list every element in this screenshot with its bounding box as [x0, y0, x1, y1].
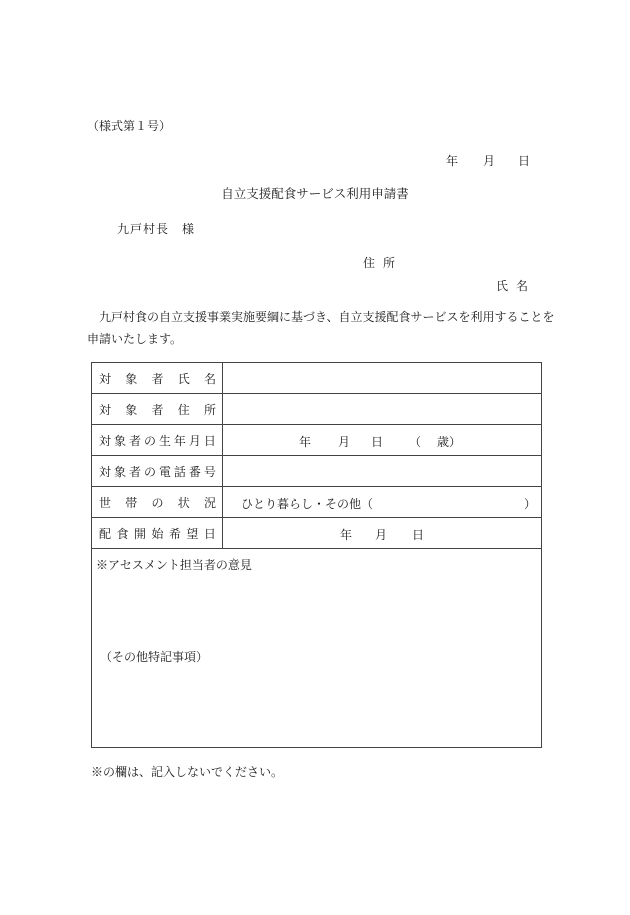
label-char: 生	[158, 433, 171, 448]
label-char: 希	[168, 526, 181, 541]
label-char: 始	[151, 526, 164, 541]
label-char: 対	[99, 371, 112, 386]
start-year-label: 年	[340, 528, 353, 542]
start-day-label: 日	[412, 528, 425, 542]
assessment-remarks-field[interactable]	[92, 549, 542, 748]
other-notes-label: （その他特記事項）	[100, 650, 209, 664]
label-char: 氏	[177, 371, 190, 386]
label-char: 者	[128, 433, 141, 448]
label-char: 望	[186, 526, 199, 541]
delivery-start-label	[92, 518, 223, 549]
label-char: 者	[128, 464, 141, 479]
birth-day-label: 日	[371, 435, 384, 449]
label-char: 象	[113, 464, 126, 479]
label-char: の	[143, 433, 156, 448]
label-char: 対	[99, 402, 112, 417]
label-char: 名	[203, 371, 216, 386]
label-char: 号	[203, 464, 216, 479]
age-label: 歳）	[437, 435, 462, 449]
label-char: 話	[173, 464, 186, 479]
label-char: 月	[188, 433, 201, 448]
household-status-label	[92, 487, 223, 518]
age-open-paren: （	[409, 435, 422, 449]
label-char: 者	[151, 371, 164, 386]
table-row	[92, 487, 542, 518]
household-close-paren: ）	[524, 497, 537, 511]
subject-birthdate-field[interactable]	[223, 425, 542, 456]
footer-note: ※の欄は、記入しないでください。	[91, 765, 284, 779]
form-number: （様式第１号）	[87, 119, 172, 133]
label-char: の	[143, 464, 156, 479]
addressee: 九戸村長 様	[117, 222, 196, 236]
date-day-label: 日	[518, 154, 531, 168]
table-row	[92, 456, 542, 487]
label-char: 世	[99, 495, 112, 510]
label-char: 対	[99, 433, 112, 448]
date-month-label: 月	[483, 154, 496, 168]
table-row	[92, 518, 542, 549]
label-char: 食	[116, 526, 129, 541]
subject-address-field[interactable]	[223, 394, 542, 425]
label-char: 開	[133, 526, 146, 541]
label-char: 年	[173, 433, 186, 448]
applicant-name-label: 氏名	[496, 279, 537, 293]
assessment-opinion-label: ※アセスメント担当者の意見	[96, 558, 252, 572]
label-char: 況	[203, 495, 216, 510]
household-status-field[interactable]	[223, 487, 542, 518]
label-char: 番	[188, 464, 201, 479]
birth-year-label: 年	[299, 435, 312, 449]
label-char: 帯	[125, 495, 138, 510]
label-char: 象	[113, 433, 126, 448]
subject-phone-label	[92, 456, 223, 487]
label-char: 所	[203, 402, 216, 417]
date-year-label: 年	[446, 154, 459, 168]
subject-name-label	[92, 363, 223, 394]
delivery-start-field[interactable]	[223, 518, 542, 549]
subject-birthdate-label	[92, 425, 223, 456]
label-char: 者	[151, 402, 164, 417]
label-char: 配	[99, 526, 112, 541]
application-table	[91, 362, 542, 748]
label-char: 象	[125, 402, 138, 417]
label-char: 日	[203, 433, 216, 448]
table-row	[92, 394, 542, 425]
start-month-label: 月	[375, 528, 388, 542]
label-char: 日	[203, 526, 216, 541]
label-char: 電	[158, 464, 171, 479]
table-row	[92, 363, 542, 394]
document-title: 自立支援配食サービス利用申請書	[221, 186, 409, 201]
label-char: 対	[99, 464, 112, 479]
table-row	[92, 549, 542, 748]
table-row	[92, 425, 542, 456]
birth-month-label: 月	[338, 435, 351, 449]
label-char: 状	[177, 495, 190, 510]
label-char: の	[151, 495, 164, 510]
household-options: ひとり暮らし・その他（	[241, 497, 374, 511]
applicant-address-label: 住所	[363, 256, 404, 270]
application-statement: 九戸村食の自立支援事業実施要綱に基づき、自立支援配食サービスを利用することを申請いたします。	[87, 310, 555, 346]
subject-phone-field[interactable]	[223, 456, 542, 487]
label-char: 住	[177, 402, 190, 417]
label-char: 象	[125, 371, 138, 386]
subject-address-label	[92, 394, 223, 425]
subject-name-field[interactable]	[223, 363, 542, 394]
